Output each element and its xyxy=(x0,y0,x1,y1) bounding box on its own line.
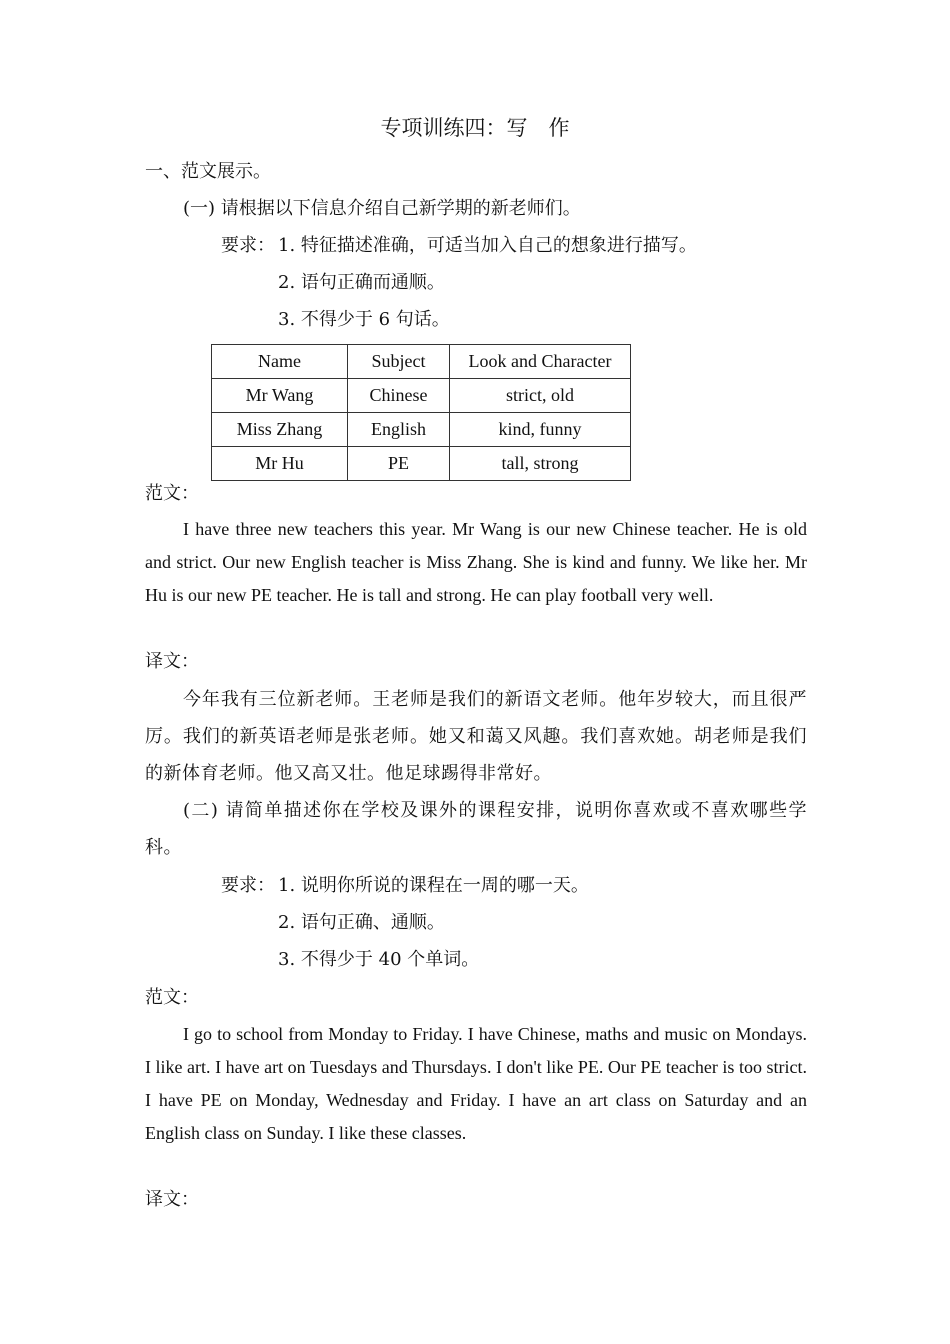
section-heading: 一、范文展示。 xyxy=(145,161,271,182)
table-cell: English xyxy=(348,413,450,447)
task1-translation-text: 今年我有三位新老师。王老师是我们的新语文老师。他年岁较大，而且很严厉。我们的新英语老师是张老师。她又和蔼又风趣。我们喜欢她。胡老师是我们的新体育老师。他又高又壮。他足球踢得非常好。 xyxy=(145,689,807,784)
task2-sample-text: I go to school from Monday to Friday. I have Chinese, maths and music on Mondays. I like art. I have art on Tuesdays and Thursdays. I don't like PE. Our PE teacher is too strict. I have PE on Monday, Wednesday and Friday. I have an art class on Saturday and an English class on Sunday. I like these classes. xyxy=(145,1024,807,1143)
table-cell: Miss Zhang xyxy=(212,413,348,447)
task1-prompt: (一) 请根据以下信息介绍自己新学期的新老师们。 xyxy=(183,198,581,219)
page-title: 专项训练四：写 作 xyxy=(380,116,570,140)
task2-translation-label: 译文： xyxy=(145,1189,199,1210)
table-header-cell: Subject xyxy=(348,345,450,379)
table-cell: Chinese xyxy=(348,379,450,413)
task1-sample-label: 范文： xyxy=(145,483,199,504)
table-cell: Mr Hu xyxy=(212,447,348,481)
task1-sample-text: I have three new teachers this year. Mr Wang is our new Chinese teacher. He is old and strict. Our new English teacher is Miss Zhang. She is kind and funny. We like her. Mr Hu is our new PE teacher. He is tall and strong. He can play football very well. xyxy=(145,519,807,605)
task2-prompt: (二) 请简单描述你在学校及课外的课程安排，说明你喜欢或不喜欢哪些学科。 xyxy=(145,800,807,858)
table-cell: tall, strong xyxy=(450,447,631,481)
task2-requirement-2: 2. 语句正确、通顺。 xyxy=(278,912,445,933)
table-cell: strict, old xyxy=(450,379,631,413)
task1-requirement-label: 要求： xyxy=(221,235,275,256)
table-row xyxy=(212,379,631,413)
table-header-cell: Name xyxy=(212,345,348,379)
task1-translation-label: 译文： xyxy=(145,651,199,672)
table-cell: Mr Wang xyxy=(212,379,348,413)
task2-requirement-label: 要求： xyxy=(221,875,275,896)
table-header-cell: Look and Character xyxy=(450,345,631,379)
task2-sample-label: 范文： xyxy=(145,987,199,1008)
table-row xyxy=(212,413,631,447)
task2-requirement-1: 1. 说明你所说的课程在一周的哪一天。 xyxy=(278,875,589,896)
table-header-row xyxy=(212,345,631,379)
task1-requirement-2: 2. 语句正确而通顺。 xyxy=(278,272,445,293)
task1-requirement-1: 1. 特征描述准确，可适当加入自己的想象进行描写。 xyxy=(278,235,697,256)
task1-requirement-3: 3. 不得少于 6 句话。 xyxy=(278,309,450,330)
teacher-info-table xyxy=(211,344,631,481)
table-row xyxy=(212,447,631,481)
task2-requirement-3: 3. 不得少于 40 个单词。 xyxy=(278,949,480,970)
table-cell: kind, funny xyxy=(450,413,631,447)
table-cell: PE xyxy=(348,447,450,481)
